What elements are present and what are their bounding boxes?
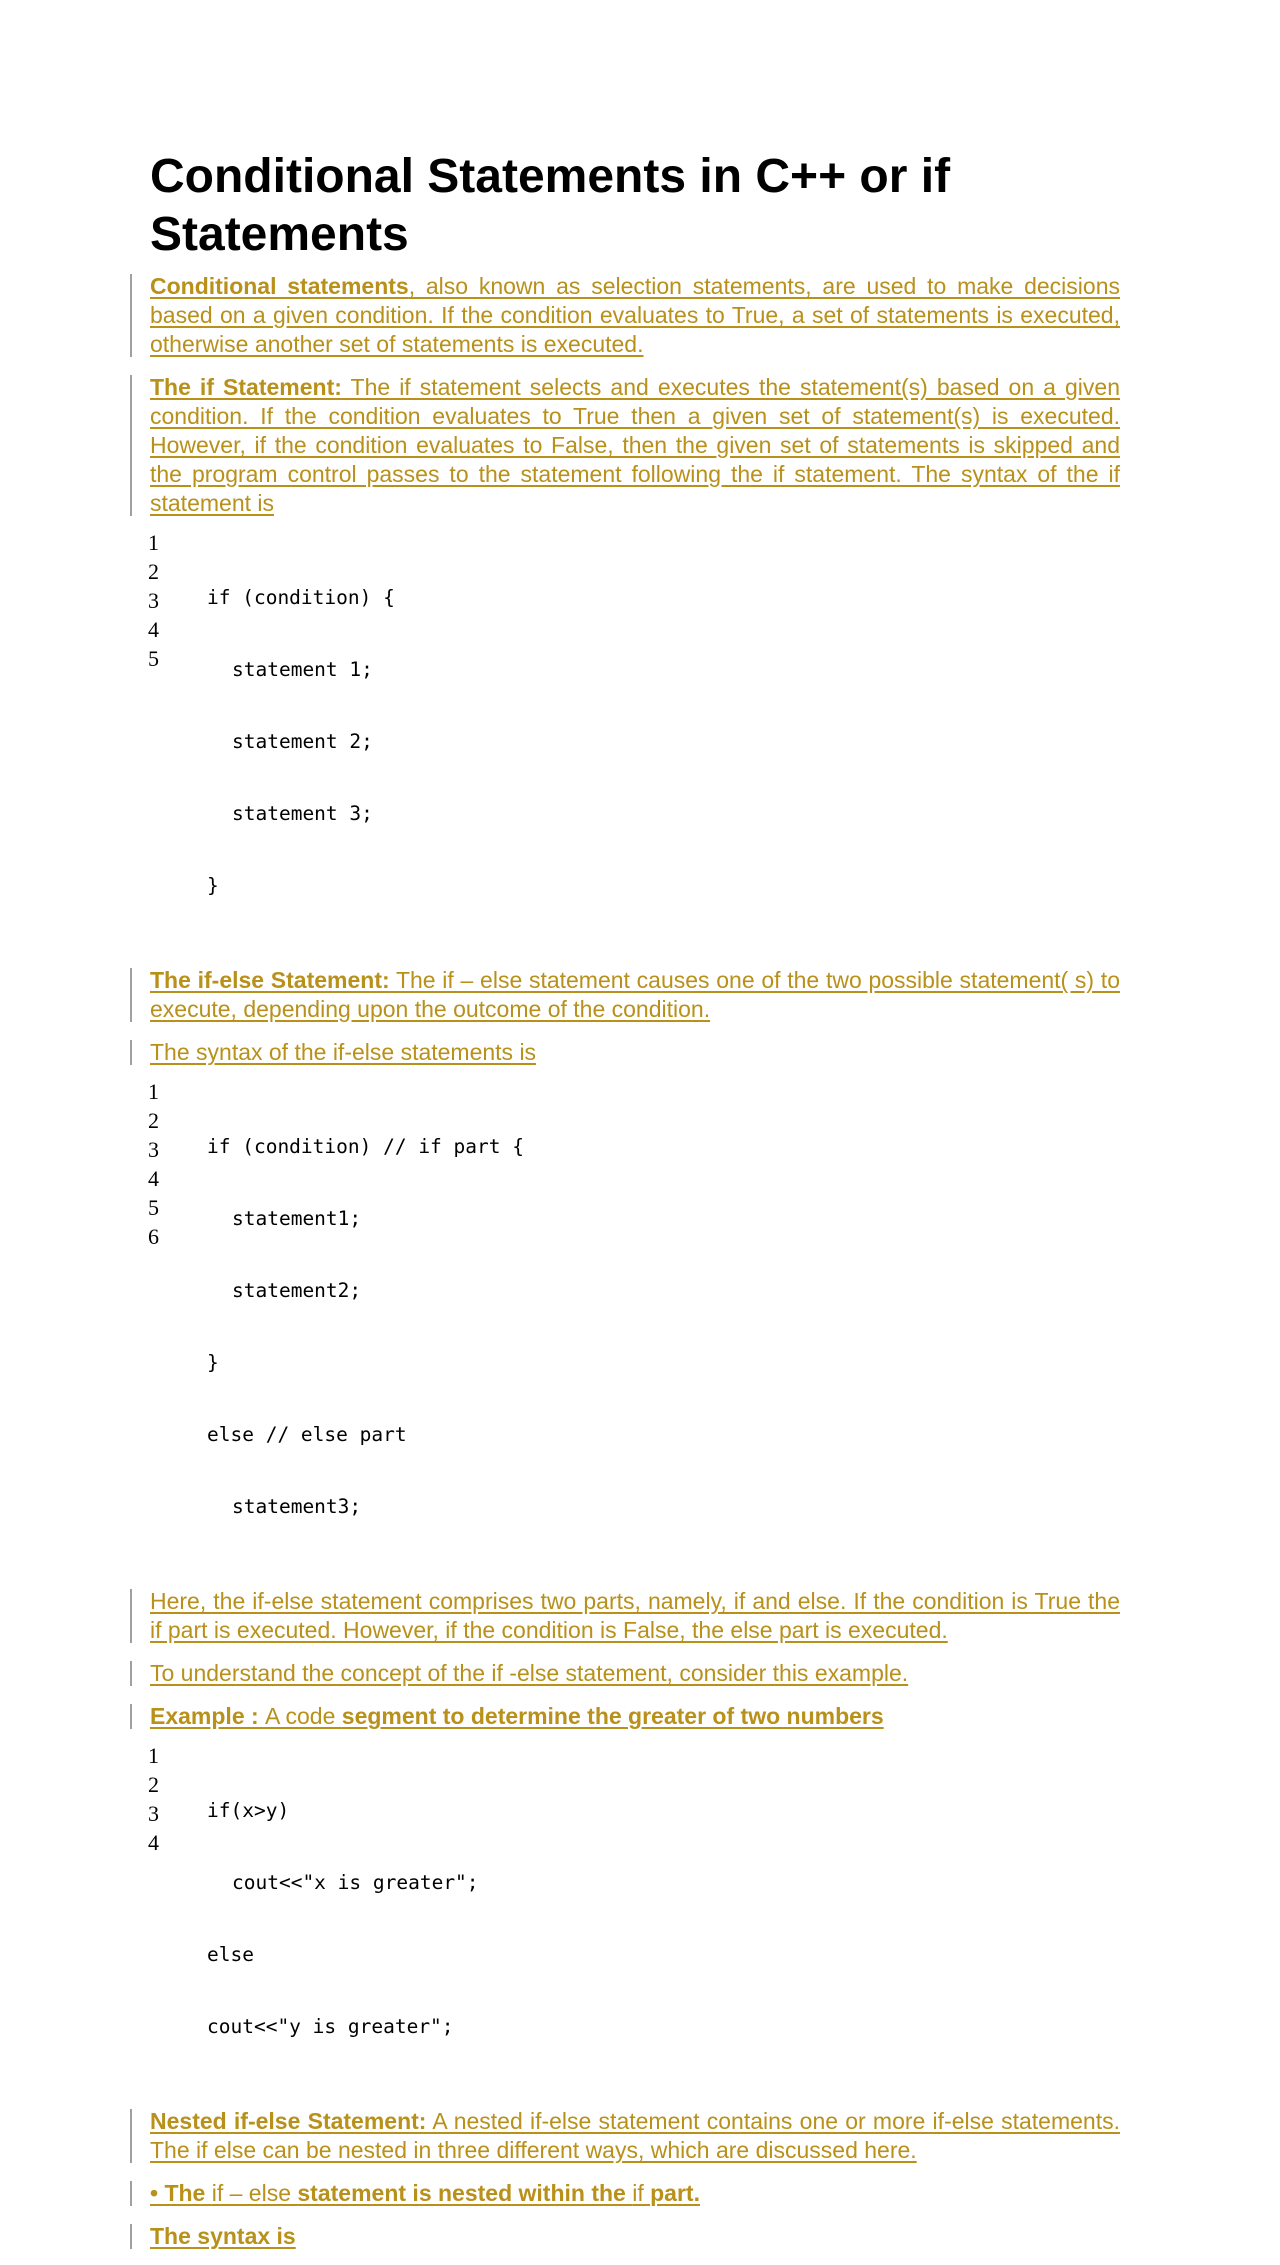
paragraph-if-else-explanation-text[interactable]: Here, the if-else statement comprises two parts, namely, if and else. If the condition is True the if part is executed. However, if the condition is False, the else part is executed. — [150, 1588, 1120, 1643]
line-number: 1 — [148, 530, 159, 555]
paragraph-example-intro-text[interactable]: To understand the concept of the if -else statement, consider this example. — [150, 1660, 909, 1686]
line-number: 3 — [148, 1137, 159, 1162]
paragraph-nested-if-else-text[interactable]: Nested if-else Statement: A nested if-else statement contains one or more if-else statements. The if else can be nested in three different ways, which are discussed here. — [150, 2108, 1120, 2163]
paragraph-intro-text[interactable]: Conditional statements, also known as selection statements, are used to make decisions based on a given condition. If the condition evaluates to True, a set of statements is executed, otherwise another set of statements is executed. — [150, 273, 1120, 357]
code-lines — [207, 538, 1120, 946]
paragraph-nested-within-if-text[interactable]: • The if – else statement is nested within the if part. — [150, 2180, 700, 2206]
code-line: } — [207, 874, 219, 897]
example-label: Example : — [150, 1703, 266, 1729]
code-lines — [207, 1751, 1120, 2087]
line-number: 2 — [148, 1108, 159, 1133]
code-line: } — [207, 1351, 219, 1374]
line-number: 3 — [148, 1801, 159, 1826]
line-number: 2 — [148, 559, 159, 584]
line-number: 4 — [148, 617, 159, 642]
revision-bar — [130, 1704, 132, 1729]
code-line: statement2; — [232, 1279, 362, 1302]
line-numbers — [148, 528, 159, 673]
line-number: 2 — [148, 1772, 159, 1797]
line-number: 3 — [148, 588, 159, 613]
paragraph-if-else-syntax — [150, 1038, 1120, 1067]
paragraph-syntax-is — [150, 2222, 1120, 2251]
code-line: if (condition) { — [207, 586, 395, 609]
revision-bar — [130, 968, 132, 1022]
code-lines — [207, 1087, 1120, 1567]
code-line: statement 2; — [232, 730, 373, 753]
code-line: else // else part — [207, 1423, 407, 1446]
code-line: cout<<"y is greater"; — [207, 2015, 454, 2038]
paragraph-if-else-text[interactable]: The if-else Statement: The if – else statement causes one of the two possible statement( s) to execute, depending upon the outcome of the condition. — [150, 967, 1120, 1022]
code-line: statement 1; — [232, 658, 373, 681]
revision-bar — [130, 1661, 132, 1686]
code-line: statement1; — [232, 1207, 362, 1230]
paragraph-syntax-is-text[interactable]: The syntax is — [150, 2223, 296, 2249]
line-number: 4 — [148, 1830, 159, 1855]
code-line: cout<<"x is greater"; — [232, 1871, 479, 1894]
line-numbers — [148, 1741, 159, 1857]
code-line: if (condition) // if part { — [207, 1135, 524, 1158]
document-page — [150, 148, 1120, 2265]
paragraph-if-else-syntax-text[interactable]: The syntax of the if-else statements is — [150, 1039, 537, 1065]
line-number: 5 — [148, 646, 159, 671]
term-conditional-statements: Conditional statements — [150, 273, 409, 299]
paragraph-example-heading — [150, 1702, 1120, 1731]
code-line: if(x>y) — [207, 1799, 290, 1822]
paragraph-if-statement — [150, 373, 1120, 518]
revision-bar — [130, 2224, 132, 2249]
code-line: statement3; — [232, 1495, 362, 1518]
line-number: 1 — [148, 1743, 159, 1768]
revision-bar — [130, 375, 132, 516]
page-title: Conditional Statements in C++ or if Statements — [150, 150, 951, 261]
paragraph-if-statement-text[interactable]: The if Statement: The if statement selects and executes the statement(s) based on a given condition. If the condition evaluates to True then a given set of statement(s) is executed. However, if the condition evaluates to False, then the given set of statements is skipped and the program control passes to the statement following the if statement. The syntax of the if statement is — [150, 374, 1120, 516]
line-number: 6 — [148, 1224, 159, 1249]
code-block-example — [148, 1743, 1120, 2087]
paragraph-example-heading-text[interactable]: Example : A code segment to determine the greater of two numbers — [150, 1703, 884, 1729]
paragraph-example-intro — [150, 1659, 1120, 1688]
revision-bar — [130, 2181, 132, 2206]
line-number: 5 — [148, 1195, 159, 1220]
code-block-if-else — [148, 1079, 1120, 1567]
code-block-if — [148, 530, 1120, 946]
paragraph-intro — [150, 272, 1120, 359]
paragraph-if-else-explanation — [150, 1587, 1120, 1645]
line-number: 1 — [148, 1079, 159, 1104]
code-line: statement 3; — [232, 802, 373, 825]
line-number: 4 — [148, 1166, 159, 1191]
paragraph-nested-if-else — [150, 2107, 1120, 2165]
term-if-else-statement: The if-else Statement: — [150, 967, 390, 993]
revision-bar — [130, 2109, 132, 2163]
revision-bar — [130, 1589, 132, 1643]
term-if-statement: The if Statement: — [150, 374, 342, 400]
term-nested-if-else: Nested if-else Statement: — [150, 2108, 427, 2134]
paragraph-nested-within-if — [150, 2179, 1120, 2208]
revision-bar — [130, 1040, 132, 1065]
code-line: else — [207, 1943, 254, 1966]
line-numbers — [148, 1077, 159, 1251]
revision-bar — [130, 274, 132, 357]
paragraph-if-else-statement — [150, 966, 1120, 1024]
